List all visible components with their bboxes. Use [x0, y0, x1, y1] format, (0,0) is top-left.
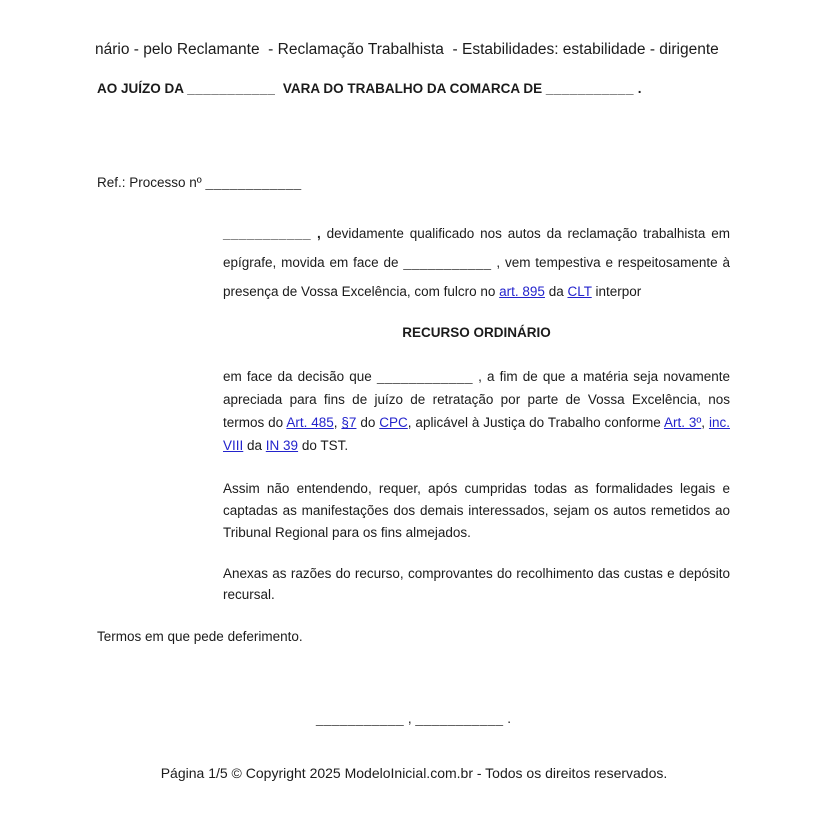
link-clt[interactable]: CLT	[567, 284, 592, 299]
addressee-line	[97, 81, 641, 96]
link-in-39[interactable]: IN 39	[265, 438, 299, 453]
text-segment: ,	[404, 711, 416, 726]
text-segment: , vem tempestiva e respeitosamente à presença de Vossa Excelência, com fulcro no	[223, 255, 730, 299]
text-segment: em face da decisão que	[223, 369, 377, 384]
text-segment: .	[503, 711, 511, 726]
attachments-paragraph: Anexas as razões do recurso, comprovantes do recolhimento das custas e depósito recursal.	[223, 566, 730, 602]
closing-line: Termos em que pede deferimento.	[97, 629, 303, 644]
text-segment: ,	[311, 226, 327, 241]
text-segment: ,	[333, 415, 342, 430]
text-segment: ,	[701, 415, 709, 430]
data-blank: ___________	[415, 711, 504, 726]
remessa-paragraph: Assim não entendendo, requer, após cumpridas todas as formalidades legais e captadas as manifestações dos demais interessados, sejam os autos remetidos ao Tribunal Regional para os fins almejados.	[223, 481, 730, 540]
text-segment: da	[544, 284, 568, 299]
signature-date-line	[97, 711, 730, 726]
opening-paragraph	[223, 219, 730, 306]
document-title-clipped: nário - pelo Reclamante - Reclamação Trabalhista - Estabilidades: estabilidade - dirigente	[95, 41, 719, 58]
recorrida-nome-blank: ___________	[403, 255, 492, 270]
processo-numero-blank: ____________	[205, 175, 302, 190]
text-segment: .	[633, 81, 642, 96]
text-segment: Ref.: Processo nº	[97, 175, 206, 190]
text-segment: interpor	[591, 284, 642, 299]
vara-number-blank: ___________	[187, 81, 276, 96]
text-segment: do	[356, 415, 380, 430]
link-inc-viii[interactable]: inc. VIII	[223, 415, 730, 453]
recorrente-nome-blank: ___________	[223, 226, 312, 241]
link-art-895[interactable]: art. 895	[499, 284, 545, 299]
process-reference-line	[97, 175, 302, 190]
text-segment: VARA DO TRABALHO DA COMARCA DE	[275, 81, 546, 96]
cidade-blank: ___________	[316, 711, 405, 726]
text-segment: do TST.	[298, 438, 349, 453]
link-cpc[interactable]: CPC	[379, 415, 408, 430]
comarca-blank: ___________	[545, 81, 634, 96]
text-segment: devidamente qualificado nos autos da reclamação trabalhista em epígrafe, movida em face de	[223, 226, 730, 270]
text-segment: da	[243, 438, 266, 453]
retratacao-paragraph	[223, 365, 730, 457]
page-footer: Página 1/5 © Copyright 2025 ModeloInicial.com.br - Todos os direitos reservados.	[160, 765, 668, 781]
text-segment: , aplicável à Justiça do Trabalho conforme	[407, 415, 664, 430]
link-paragrafo-7[interactable]: §7	[341, 415, 357, 430]
link-art-3[interactable]: Art. 3º	[663, 415, 702, 430]
text-segment: AO JUÍZO DA	[97, 81, 188, 96]
decisao-blank: ____________	[376, 369, 474, 384]
text-segment: , a fim de que a matéria seja novamente apreciada para fins de juízo de retratação por parte de Vossa Excelência, nos termos do	[223, 369, 730, 430]
link-art-485[interactable]: Art. 485	[286, 415, 334, 430]
recurso-ordinario-heading: RECURSO ORDINÁRIO	[402, 325, 551, 340]
